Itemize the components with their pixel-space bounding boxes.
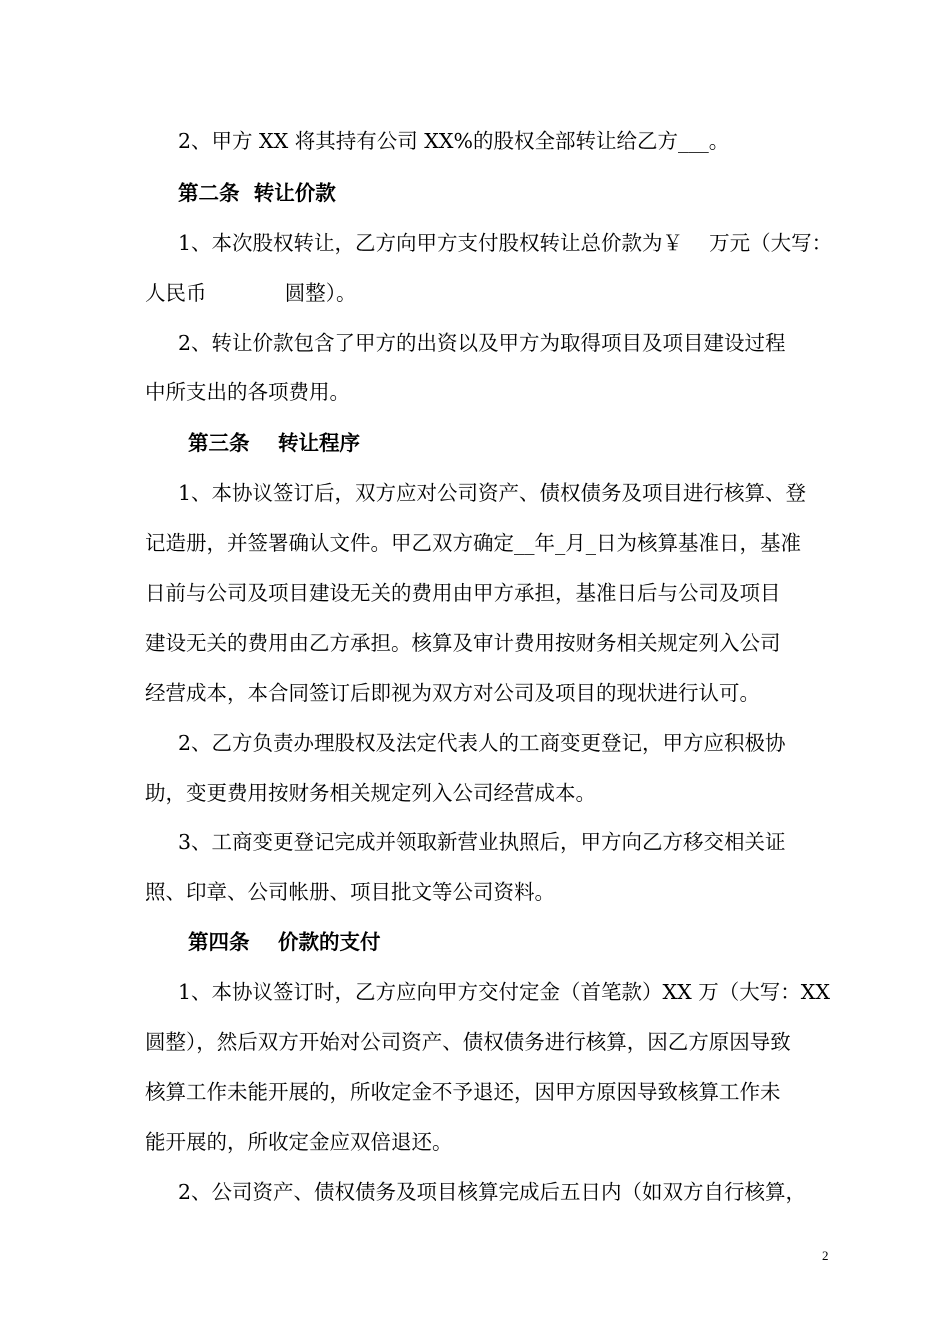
paragraph-line: 1、本协议签订后，双方应对公司资产、债权债务及项目进行核算、登	[178, 481, 807, 505]
page-number: 2	[822, 1248, 829, 1263]
paragraph-line: 圆整），然后双方开始对公司资产、债权债务进行核算，因乙方原因导致	[145, 1030, 791, 1054]
section-heading: 第四条 价款的支付	[188, 930, 381, 954]
paragraph-line: 2、乙方负责办理股权及法定代表人的工商变更登记，甲方应积极协	[178, 731, 786, 755]
paragraph-line: 2、甲方 XX 将其持有公司 XX%的股权全部转让给乙方___。	[178, 129, 730, 153]
paragraph-line: 能开展的，所收定金应双倍退还。	[145, 1130, 453, 1154]
paragraph-line: 日前与公司及项目建设无关的费用由甲方承担，基准日后与公司及项目	[145, 581, 781, 605]
paragraph-line: 人民币 圆整）。	[145, 281, 357, 305]
paragraph-line: 助，变更费用按财务相关规定列入公司经营成本。	[145, 781, 596, 805]
paragraph-line: 1、本协议签订时，乙方应向甲方交付定金（首笔款）XX 万（大写：XX	[178, 980, 830, 1004]
section-heading: 第二条 转让价款	[178, 181, 336, 205]
paragraph-line: 中所支出的各项费用。	[145, 380, 350, 404]
paragraph-line: 2、公司资产、债权债务及项目核算完成后五日内（如双方自行核算，	[178, 1180, 807, 1204]
section-heading: 第三条 转让程序	[188, 431, 361, 455]
paragraph-line: 1、本次股权转让，乙方向甲方支付股权转让总价款为￥ 万元（大写：	[178, 231, 833, 255]
paragraph-line: 建设无关的费用由乙方承担。核算及审计费用按财务相关规定列入公司	[145, 631, 781, 655]
paragraph-line: 2、转让价款包含了甲方的出资以及甲方为取得项目及项目建设过程	[178, 331, 786, 355]
paragraph-line: 照、印章、公司帐册、项目批文等公司资料。	[145, 880, 555, 904]
paragraph-line: 记造册，并签署确认文件。甲乙双方确定__年_月_日为核算基准日，基准	[145, 531, 801, 555]
paragraph-line: 核算工作未能开展的，所收定金不予退还，因甲方原因导致核算工作未	[145, 1080, 781, 1104]
paragraph-line: 经营成本，本合同签订后即视为双方对公司及项目的现状进行认可。	[145, 681, 760, 705]
paragraph-line: 3、工商变更登记完成并领取新营业执照后，甲方向乙方移交相关证	[178, 830, 786, 854]
